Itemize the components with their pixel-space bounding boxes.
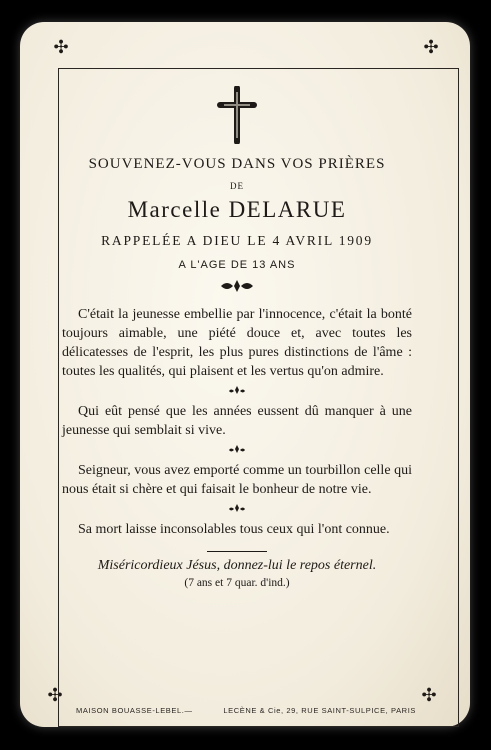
small-fleuron-icon bbox=[229, 386, 245, 395]
card-content bbox=[62, 80, 412, 589]
corner-flower-icon: ✣ bbox=[423, 37, 439, 57]
corner-flower-icon: ✣ bbox=[47, 685, 63, 705]
divider-rule bbox=[207, 551, 267, 552]
fleuron-icon bbox=[220, 279, 254, 293]
de-label: DE bbox=[230, 181, 244, 191]
latin-cross-icon bbox=[217, 86, 257, 144]
indulgence-note: (7 ans et 7 quar. d'ind.) bbox=[184, 577, 290, 589]
printer-footer bbox=[76, 706, 416, 715]
paragraph-4: Sa mort laisse inconsolables tous ceux qui l'ont connue. bbox=[78, 522, 390, 537]
publisher-address: LECÈNE & Cie, 29, RUE SAINT-SULPICE, PARIS bbox=[223, 706, 416, 715]
paragraph-2: Qui eût pensé que les années eussent dû manquer à une jeunesse qui semblait si vive. bbox=[62, 404, 412, 438]
prayer-line: Miséricordieux Jésus, donnez-lui le repos éternel. bbox=[97, 558, 377, 573]
small-fleuron-icon bbox=[229, 504, 245, 513]
remember-heading: SOUVENEZ-VOUS DANS VOS PRIÈRES bbox=[88, 156, 386, 172]
death-date: RAPPELÉE A DIEU LE 4 AVRIL 1909 bbox=[101, 233, 373, 248]
paragraph-3: Seigneur, vous avez emporté comme un tourbillon celle qui nous était si chère et qui faisait le bonheur de notre vie. bbox=[62, 463, 412, 497]
deceased-name: Marcelle DELARUE bbox=[127, 197, 347, 222]
corner-flower-icon: ✣ bbox=[421, 685, 437, 705]
publisher-name: MAISON BOUASSE-LEBEL.— bbox=[76, 706, 193, 715]
corner-flower-icon: ✣ bbox=[53, 37, 69, 57]
age-at-death: A L'AGE DE 13 ANS bbox=[178, 259, 296, 271]
paragraph-1: C'était la jeunesse embellie par l'innocence, c'était la bonté toujours aimable, une piété douce et, avec toutes les délicatesses de l'esprit, les plus pures distinctions de l'âme : toutes les qualités, qui plaisent et les vertus qu'on admire. bbox=[62, 307, 412, 379]
small-fleuron-icon bbox=[229, 445, 245, 454]
